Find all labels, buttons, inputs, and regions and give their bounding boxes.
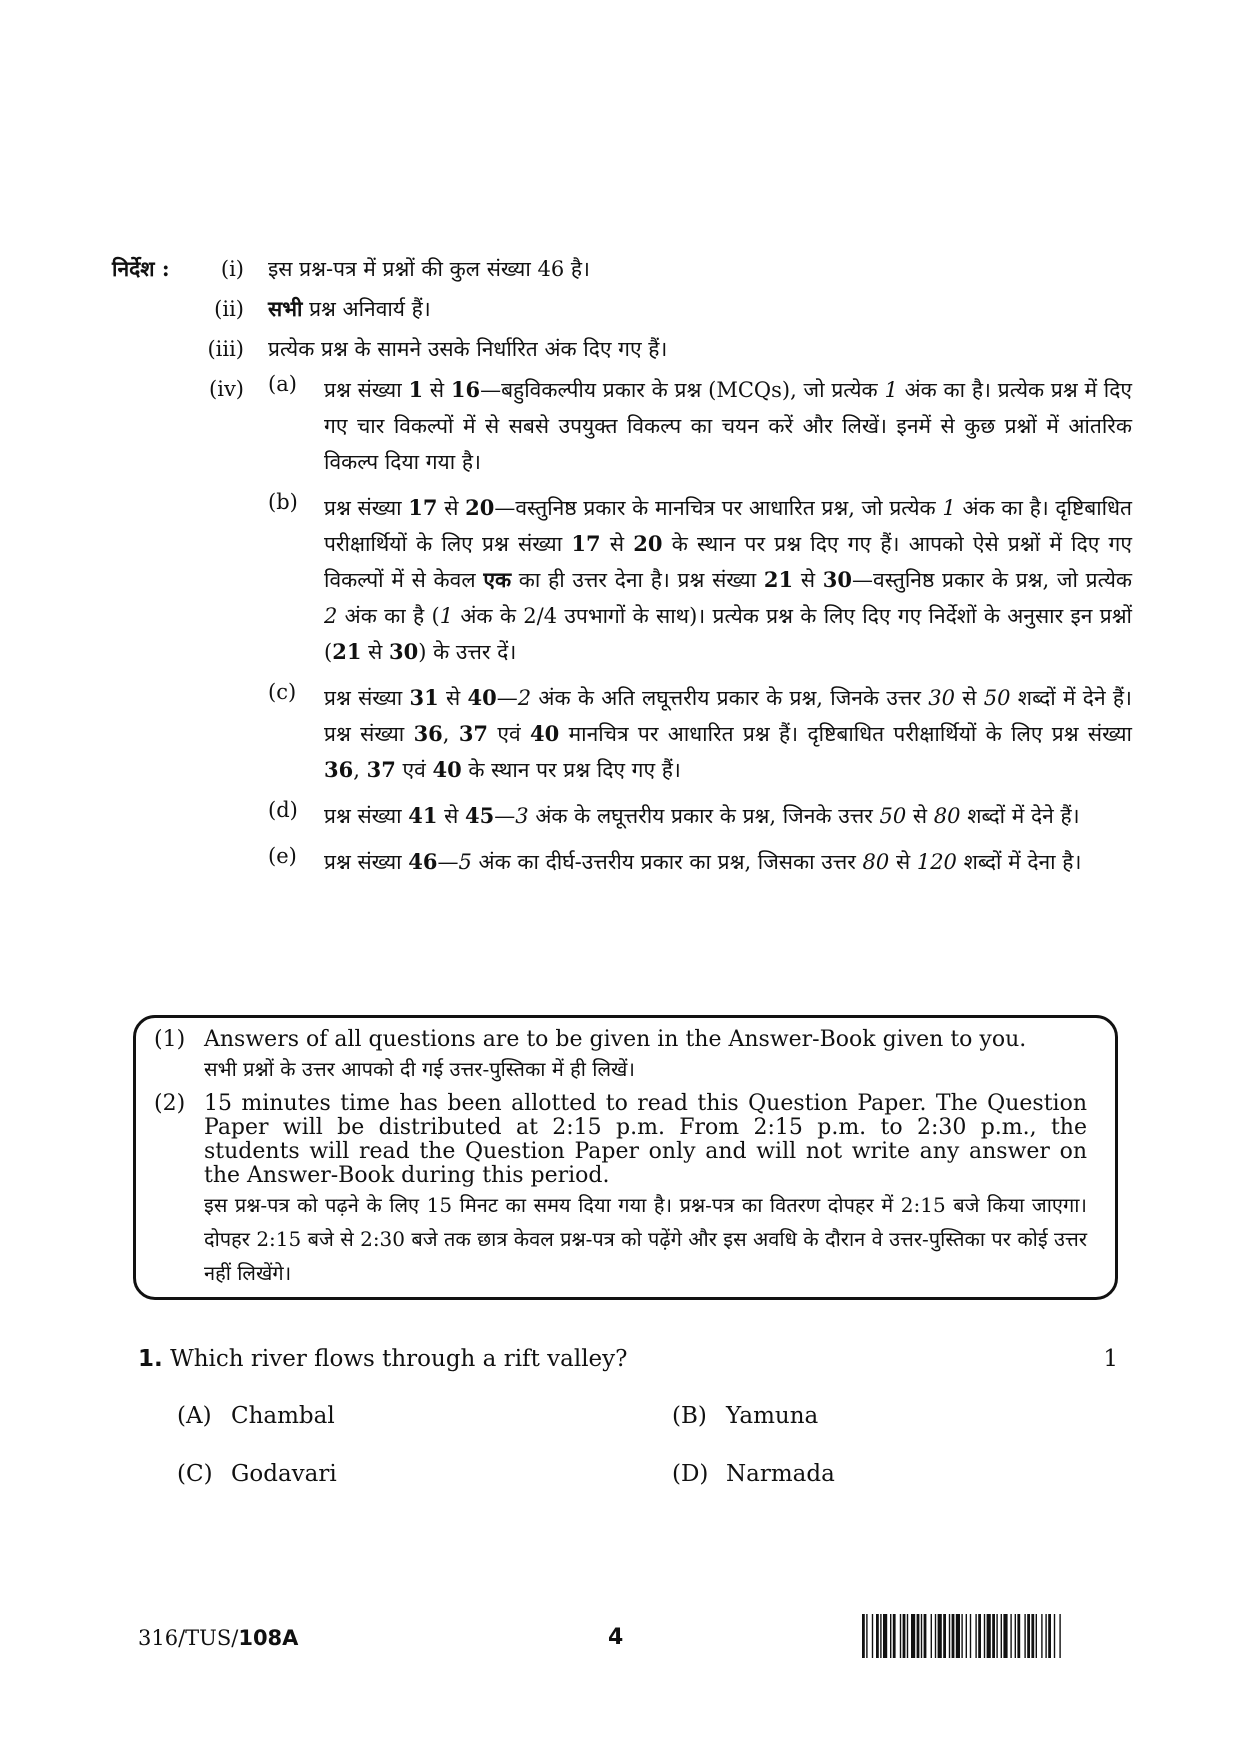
question-number: 1. (138, 1346, 163, 1372)
barcode-bar (862, 1614, 865, 1658)
item-number: (ii) (214, 297, 244, 321)
instruction-text: इस प्रश्न-पत्र में प्रश्नों की कुल संख्या 46 है। (268, 257, 590, 281)
barcode-bar (987, 1614, 991, 1658)
note-english: Answers of all questions are to be given in the Answer-Book given to you. (204, 1027, 1027, 1052)
barcode-bar (1045, 1614, 1046, 1658)
barcode-bar (911, 1614, 915, 1658)
barcode-bar (1036, 1614, 1037, 1658)
barcode-bar (893, 1614, 896, 1658)
question-text: Which river flows through a rift valley? (170, 1346, 628, 1372)
barcode-bar (907, 1614, 908, 1658)
option-a: (A) Chambal (177, 1403, 335, 1429)
option-c: (C) Godavari (177, 1461, 337, 1487)
instruction-item (112, 332, 1132, 366)
barcode-bar (952, 1614, 955, 1658)
note-item (154, 1028, 1087, 1086)
barcode-bar (872, 1614, 873, 1658)
sub-instruction-c: (c) प्रश्न संख्या 31 से 40—2 अंक के अति लघूत्तरीय प्रकार के प्रश्न, जिनके उत्तर 30 से 50 शब्दों में देने हैं। प्रश्न संख्या 36, 37 एवं 40 मानचित्र पर आधारित प्रश्न हैं। दृष्टिबाधित परीक्षार्थियों के लिए प्रश्न संख्या 36, 37 एवं 40 के स्थान पर प्रश्न दिए गए हैं। (268, 680, 1132, 782)
instruction-item (112, 252, 1132, 286)
barcode-bar (924, 1614, 927, 1658)
barcode-bar (1001, 1614, 1002, 1658)
sub-instruction-a: (a) प्रश्न संख्या 1 से 16—बहुविकल्पीय प्रकार के प्रश्न (MCQs), जो प्रत्येक 1 अंक का है। प्रत्येक प्रश्न में दिए गए चार विकल्पों में से सबसे उपयुक्त विकल्प का चयन करें और लिखें। इनमें से कुछ प्रश्नों में आंतरिक विकल्प दिया गया है। (268, 372, 1133, 474)
instruction-text: सभी प्रश्न अनिवार्य हैं। (268, 296, 431, 321)
instruction-item (112, 292, 1132, 326)
instruction-text: प्रत्येक प्रश्न के सामने उसके निर्धारित अंक दिए गए हैं। (268, 337, 668, 361)
barcode-bar (876, 1614, 879, 1658)
sub-instruction-d: (d) प्रश्न संख्या 41 से 45—3 अंक के लघूत्तरीय प्रकार के प्रश्न, जिनके उत्तर 50 से 80 शब्दों में देने हैं। (268, 798, 1080, 828)
barcode-bar (1031, 1614, 1034, 1658)
barcode-bar (935, 1614, 936, 1658)
barcode-bar (866, 1614, 867, 1658)
barcode-bar (938, 1614, 942, 1658)
sub-instruction-e: (e) प्रश्न संख्या 46—5 अंक का दीर्घ-उत्तरीय प्रकार का प्रश्न, जिसका उत्तर 80 से 120 शब्दों में देना है। (268, 844, 1082, 874)
barcode-bar (1048, 1614, 1051, 1658)
barcode-bar (917, 1614, 920, 1658)
barcode-icon (862, 1614, 1120, 1658)
barcode-bar (1059, 1614, 1060, 1658)
barcode-bar (996, 1614, 997, 1658)
note-item (154, 1092, 1087, 1290)
instructions-section (112, 252, 1132, 890)
barcode-bar (921, 1614, 922, 1658)
note-number: (2) (154, 1091, 186, 1116)
barcode-bar (1010, 1614, 1011, 1658)
barcode-bar (903, 1614, 906, 1658)
paper-code: 316/TUS/108A (138, 1626, 299, 1650)
item-number: (iv) (209, 377, 244, 401)
barcode-bar (883, 1614, 887, 1658)
option-d: (D) Narmada (672, 1461, 835, 1487)
barcode-bar (1041, 1614, 1042, 1658)
option-b: (B) Yamuna (672, 1403, 819, 1429)
barcode-bar (970, 1614, 971, 1658)
barcode-bar (931, 1614, 932, 1658)
barcode-bar (978, 1614, 981, 1658)
notes-box (133, 1015, 1118, 1300)
barcode-bar (943, 1614, 946, 1658)
barcode-bar (900, 1614, 901, 1658)
page-number: 4 (608, 1625, 624, 1650)
question-1 (138, 1346, 1118, 1372)
barcode-bar (975, 1614, 976, 1658)
barcode-bar (1027, 1614, 1030, 1658)
note-hindi: सभी प्रश्नों के उत्तर आपको दी गई उत्तर-पुस्तिका में ही लिखें। (204, 1057, 635, 1081)
barcode-bar (1017, 1614, 1020, 1658)
barcode-bar (1054, 1614, 1055, 1658)
item-number: (iii) (207, 337, 244, 361)
barcode-bar (961, 1614, 962, 1658)
barcode-bar (1003, 1614, 1007, 1658)
barcode-bar (984, 1614, 985, 1658)
barcode-bar (880, 1614, 881, 1658)
barcode-bar (949, 1614, 950, 1658)
barcode-bar (1015, 1614, 1016, 1658)
sub-instruction-b: (b) प्रश्न संख्या 17 से 20—वस्तुनिष्ठ प्रकार के मानचित्र पर आधारित प्रश्न, जो प्रत्येक 1 अंक का है। दृष्टिबाधित परीक्षार्थियों के लिए प्रश्न संख्या 17 से 20 के स्थान पर प्रश्न दिए गए हैं। आपको ऐसे प्रश्नों में दिए गए विकल्पों में से केवल एक का ही उत्तर देना है। प्रश्न संख्या 21 से 30—वस्तुनिष्ठ प्रकार के प्रश्न, जो प्रत्येक 2 अंक का है (1 अंक के 2/4 उपभागों के साथ)। प्रत्येक प्रश्न के लिए दिए गए निर्देशों के अनुसार इन प्रश्नों (21 से 30) के उत्तर दें। (268, 490, 1133, 664)
barcode-bar (1024, 1614, 1025, 1658)
note-english: 15 minutes time has been allotted to read this Question Paper. The Question Paper will be distributed at 2:15 p.m. From 2:15 p.m. to 2:30 p.m., the students will read the Question Paper only and will not write any answer on the Answer-Book during this period. (204, 1091, 1087, 1188)
barcode-bar (966, 1614, 967, 1658)
barcode-bar (992, 1614, 995, 1658)
note-hindi: इस प्रश्न-पत्र को पढ़ने के लिए 15 मिनट का समय दिया गया है। प्रश्न-पत्र का वितरण दोपहर में 2:15 बजे किया जाएगा। दोपहर 2:15 बजे से 2:30 बजे तक छात्र केवल प्रश्न-पत्र को पढ़ेंगे और इस अवधि के दौरान वे उत्तर-पुस्तिका पर कोई उत्तर नहीं लिखेंगे। (204, 1193, 1087, 1285)
barcode-bar (890, 1614, 891, 1658)
barcode-bar (956, 1614, 960, 1658)
note-number: (1) (154, 1027, 186, 1052)
instructions-heading: निर्देश : (112, 256, 170, 281)
question-marks: 1 (1103, 1346, 1118, 1372)
item-number: (i) (220, 257, 244, 281)
